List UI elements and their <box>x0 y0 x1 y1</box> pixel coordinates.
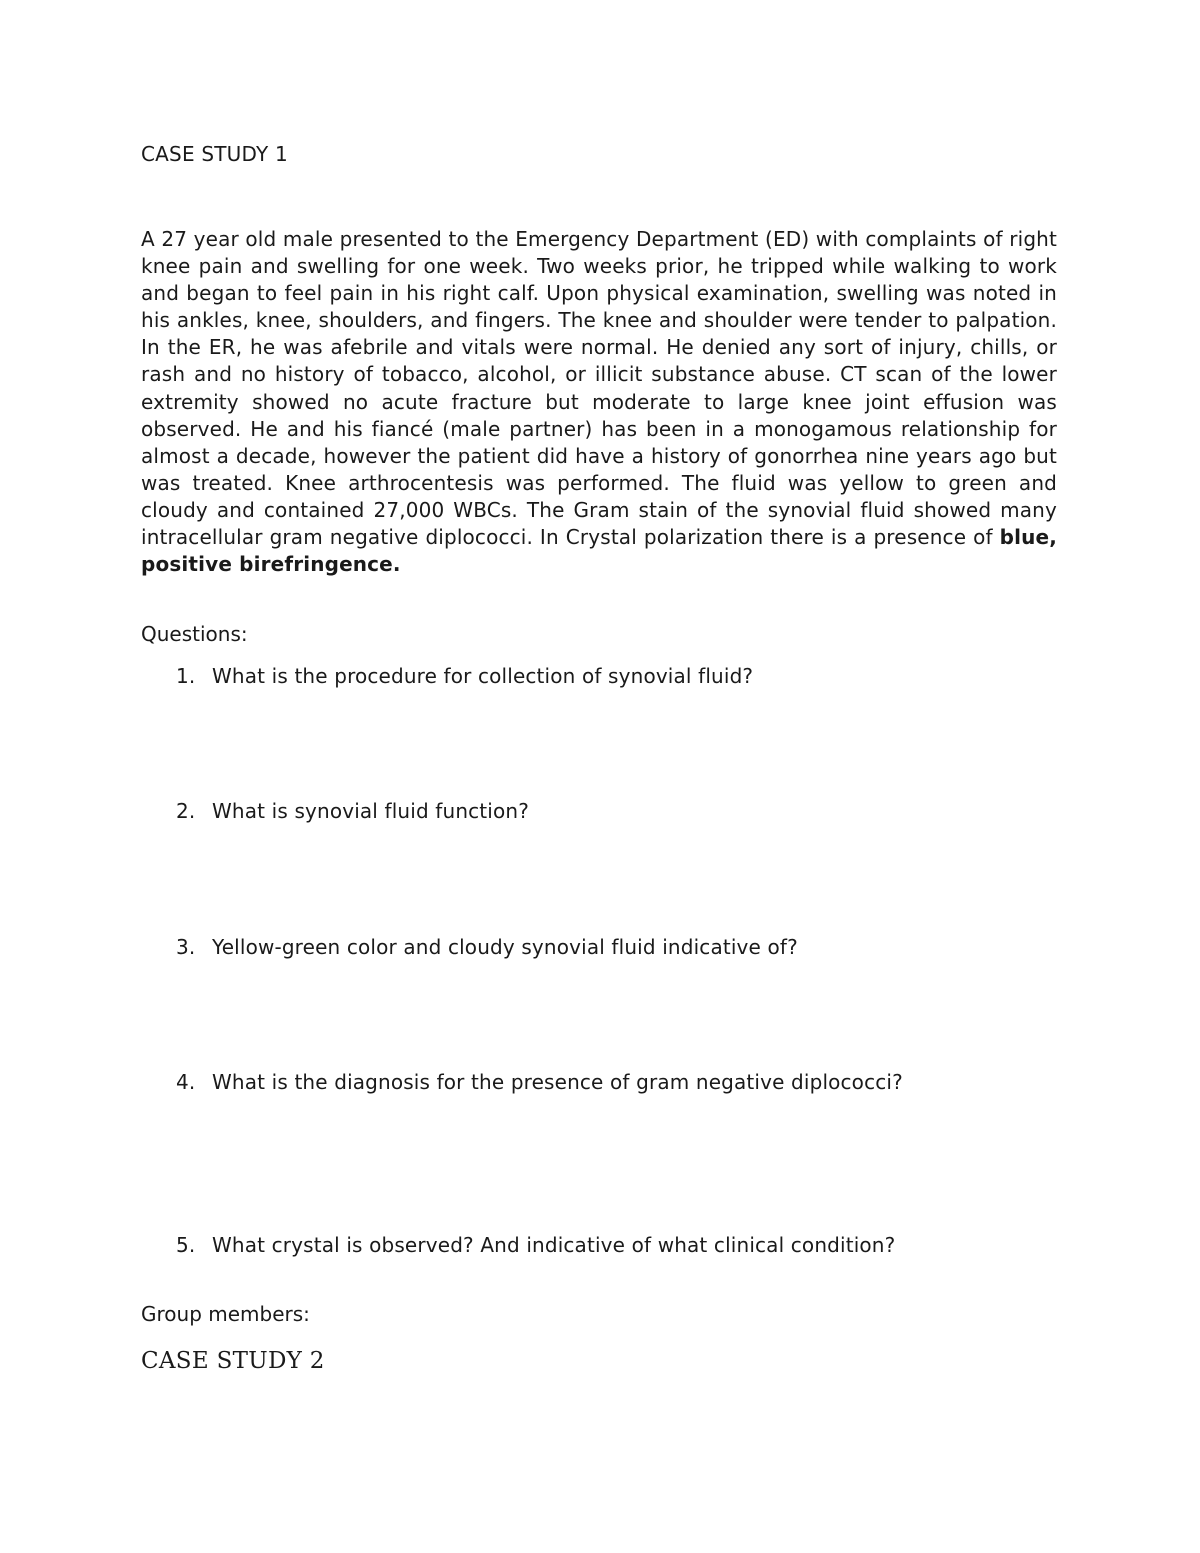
case-description <box>141 226 1057 578</box>
question-text: Yellow-green color and cloudy synovial fluid indicative of? <box>212 935 798 959</box>
case-description-text: A 27 year old male presented to the Emergency Department (ED) with complaints of right knee pain and swelling for one week. Two weeks prior, he tripped while walking to work and began to feel pain in his right calf. Upon physical examination, swelling was noted in his ankles, knee, shoulders, and fingers. The knee and shoulder were tender to palpation. In the ER, he was afebrile and vitals were normal. He denied any sort of injury, chills, or rash and no history of tobacco, alcohol, or illicit substance abuse. CT scan of the lower extremity showed no acute fracture but moderate to large knee joint effusion was observed. He and his fiancé (male partner) has been in a monogamous relationship for almost a decade, however the patient did have a history of gonorrhea nine years ago but was treated. Knee arthrocentesis was performed. The fluid was yellow to green and cloudy and contained 27,000 WBCs. The Gram stain of the synovial fluid showed many intracellular gram negative diplococci. In Crystal polarization there is a presence of <box>141 227 1057 550</box>
question-item <box>176 798 529 825</box>
case-description-bold: blue, positive birefringence. <box>141 525 1057 577</box>
question-number: 4. <box>176 1070 196 1094</box>
question-number: 2. <box>176 799 196 823</box>
question-item <box>176 934 798 961</box>
question-text: What is synovial fluid function? <box>212 799 529 823</box>
question-item <box>176 1232 895 1259</box>
case-study-2-title: CASE STUDY 2 <box>141 1348 325 1374</box>
question-text: What crystal is observed? And indicative of what clinical condition? <box>212 1233 896 1257</box>
group-members-label: Group members: <box>141 1302 310 1326</box>
question-number: 1. <box>176 664 196 688</box>
question-number: 5. <box>176 1233 196 1257</box>
question-text: What is the procedure for collection of synovial fluid? <box>212 664 754 688</box>
question-item <box>176 1069 903 1096</box>
question-number: 3. <box>176 935 196 959</box>
question-item <box>176 663 753 690</box>
questions-label: Questions: <box>141 622 248 646</box>
question-text: What is the diagnosis for the presence of gram negative diplococci? <box>212 1070 903 1094</box>
case-study-1-title: CASE STUDY 1 <box>141 142 288 166</box>
